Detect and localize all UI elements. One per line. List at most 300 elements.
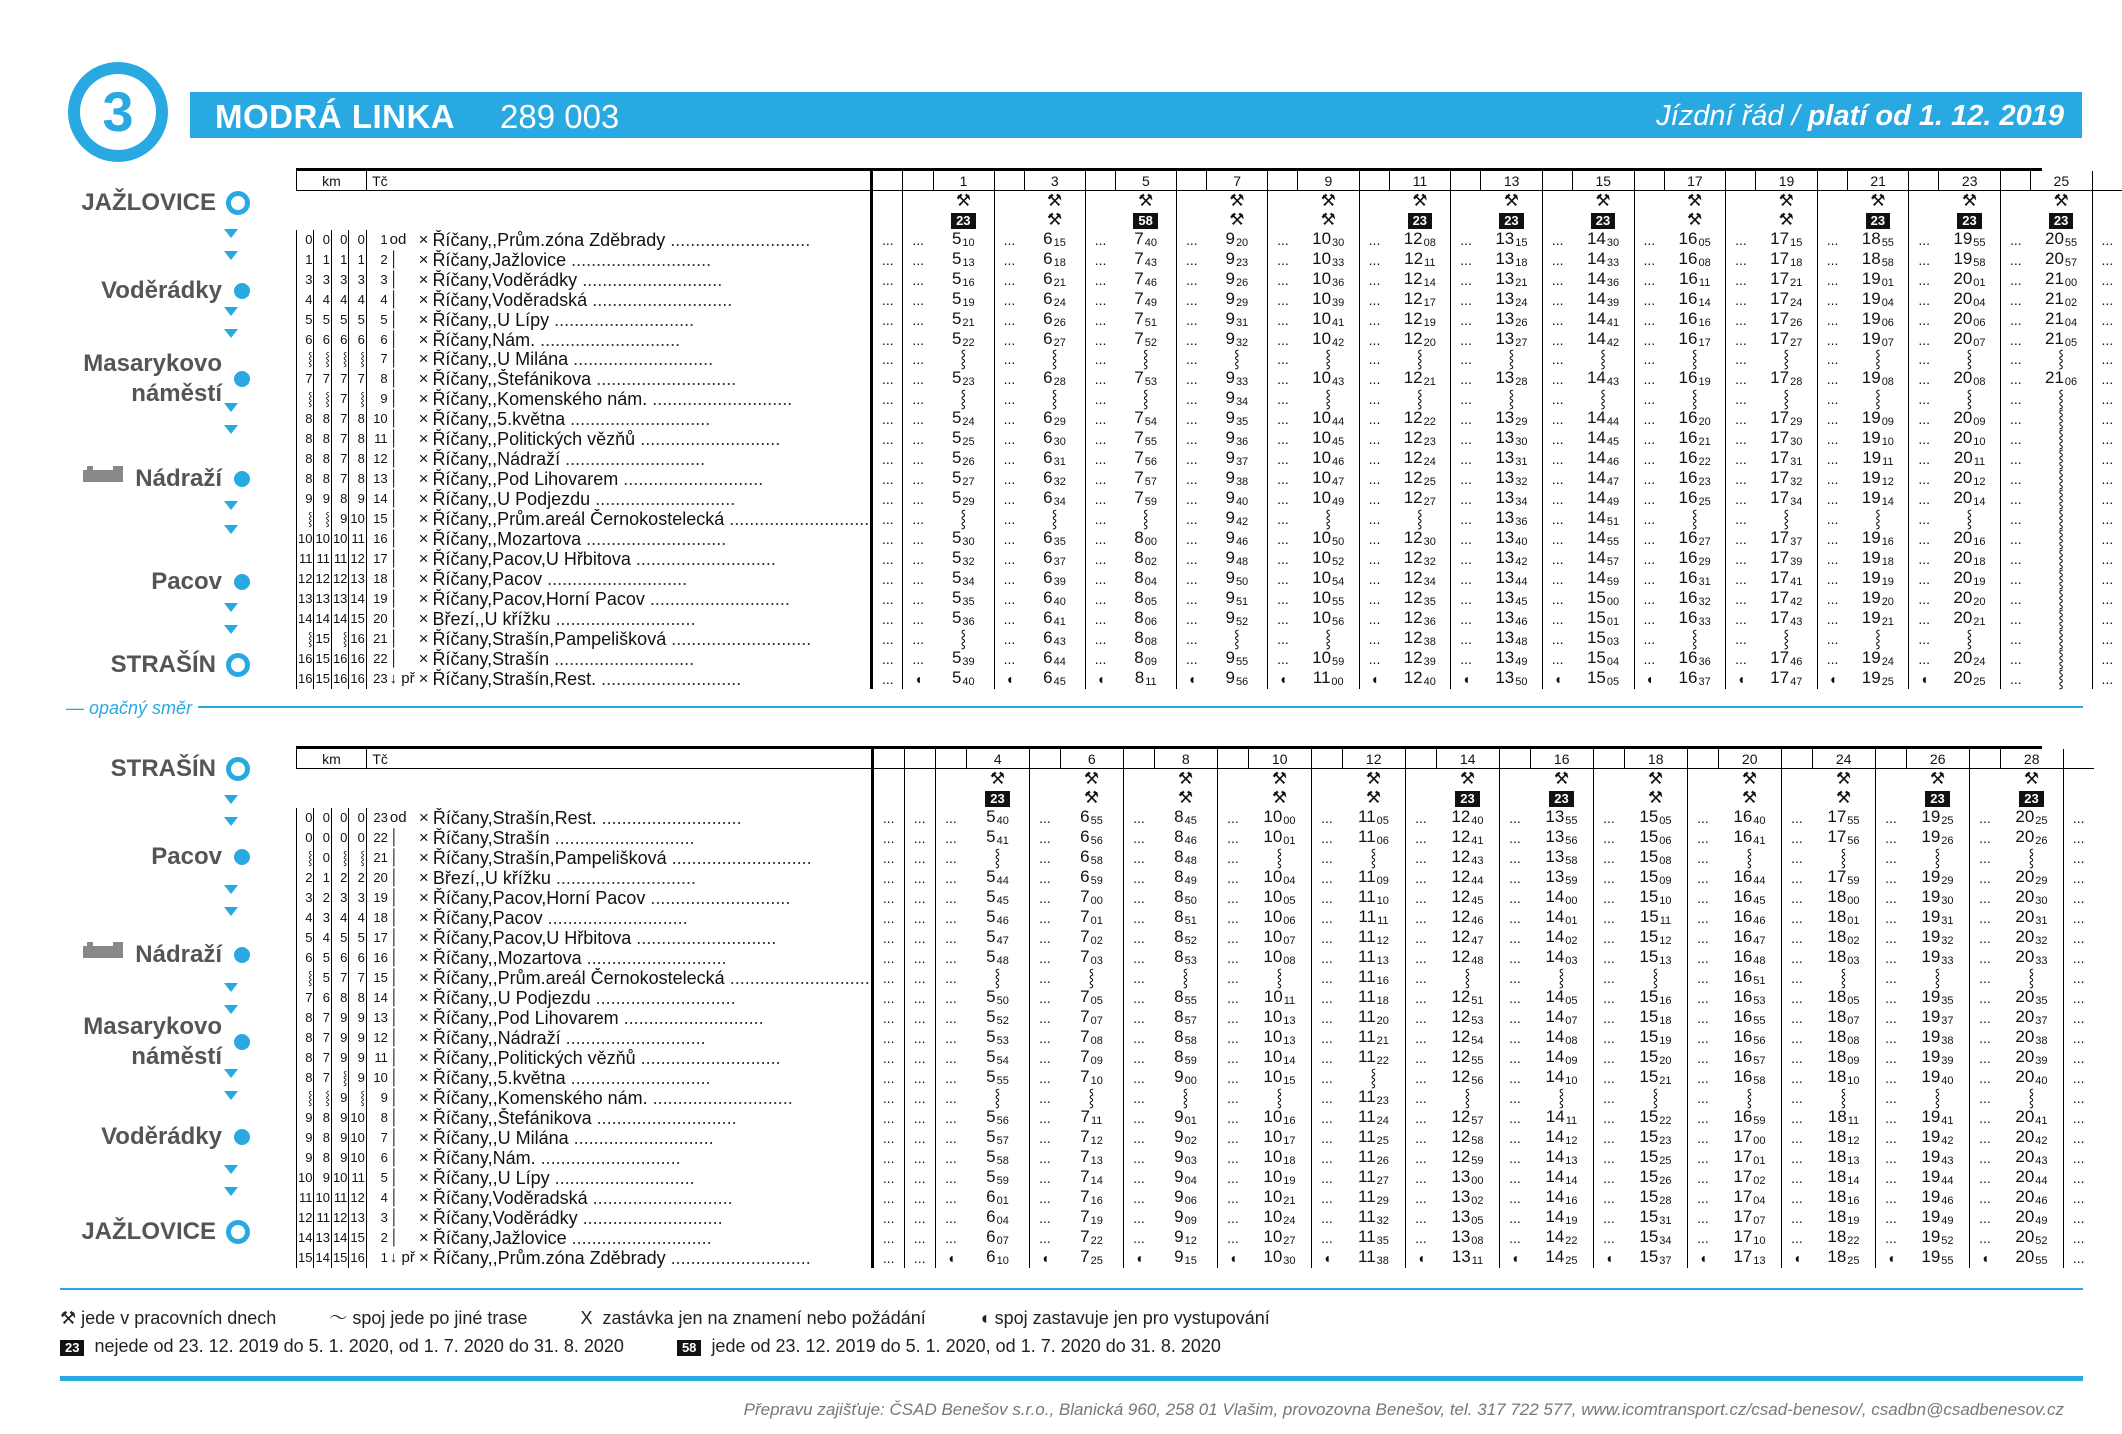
workdays-icon: ⚒ <box>1046 190 1063 210</box>
departure-time: $10_{55}$ <box>1312 587 1345 608</box>
departure-time: $7_{00}$ <box>1080 886 1103 907</box>
departure-time: $20_{14}$ <box>1953 487 1986 508</box>
table-row: 16 15 16 16 22 │ × Říčany,Strašín ............................ ... ... $5_{39}$ ... $6_{44}$ ... $8_{09}$ ... $9_{55}$ ... $10_{59}$ ... $12_{39}$ ... $13_{49}$ ... $15_{04}$ ... $16_{36}$ ... $17_{46}$ ... $19_{24}$ ... $20_{24}$ ... ⸾ ... <box>297 649 2122 669</box>
departure-time: $12_{20}$ <box>1403 328 1436 349</box>
departure-time: $16_{41}$ <box>1733 826 1766 847</box>
departure-time: $14_{47}$ <box>1586 467 1620 488</box>
wave-icon: 〜 <box>329 1308 348 1328</box>
departure-time: ⸾ <box>2058 408 2065 428</box>
departure-time: $19_{20}$ <box>1861 587 1894 608</box>
station-name: Říčany,,Prům.zóna Zděbrady ............................ <box>432 229 811 250</box>
departure-time: $8_{09}$ <box>1134 647 1158 668</box>
departure-time: $15_{06}$ <box>1639 826 1672 847</box>
departure-time: $9_{15}$ <box>1174 1246 1197 1267</box>
departure-time: $5_{56}$ <box>986 1106 1009 1127</box>
departure-time: $15_{12}$ <box>1639 926 1672 947</box>
departure-time: $6_{21}$ <box>1043 268 1066 289</box>
departure-time: ⸾ <box>1783 508 1790 528</box>
departure-time: ⸾ <box>1652 967 1659 987</box>
workdays-icon: ⚒ <box>955 190 971 210</box>
departure-time: $19_{08}$ <box>1861 367 1894 388</box>
departure-time: $14_{19}$ <box>1545 1206 1578 1227</box>
departure-time: $6_{59}$ <box>1080 866 1103 887</box>
direction-arrow-icon <box>224 501 238 510</box>
departure-time: $10_{16}$ <box>1263 1106 1296 1127</box>
departure-time: $6_{31}$ <box>1043 447 1066 468</box>
workdays-icon: ⚒ <box>1595 190 1611 210</box>
timetable-label: Jízdní řád <box>1656 100 1784 132</box>
departure-time: ⸾ <box>2058 608 2065 628</box>
departure-time: $20_{18}$ <box>1953 547 1986 568</box>
tc-header: Tč <box>366 749 389 769</box>
departure-time: $10_{21}$ <box>1263 1186 1296 1207</box>
stop-3 <box>40 462 250 496</box>
table-row: 8 8 7 8 11 │ × Říčany,,Politických vězňů ............................ ... ... $5_{25}$ ... $6_{30}$ ... $7_{55}$ ... $9_{36}$ ... $10_{45}$ ... $12_{23}$ ... $13_{30}$ ... $14_{45}$ ... $16_{21}$ ... $17_{30}$ ... $19_{10}$ ... $20_{10}$ ... ⸾ ... <box>297 429 2122 449</box>
departure-time: $7_{54}$ <box>1134 407 1158 428</box>
departure-time: ⸾ <box>2058 468 2065 488</box>
departure-time: $7_{16}$ <box>1080 1186 1103 1207</box>
departure-time: ⸾ <box>1325 349 1332 369</box>
departure-time: $10_{43}$ <box>1312 367 1345 388</box>
departure-time: ⸾ <box>1558 1087 1565 1107</box>
departure-time: $12_{36}$ <box>1403 607 1436 628</box>
legend-row-1 <box>60 1304 1318 1330</box>
departure-time: $8_{46}$ <box>1174 826 1197 847</box>
departure-time: $20_{52}$ <box>2015 1226 2048 1247</box>
station-name: Říčany,,Prům.areál Černokostelecká ............................ <box>432 967 870 988</box>
station-name: Březí,,U křížku ............................ <box>432 867 696 888</box>
trip-number: 15 <box>1573 171 1635 191</box>
departure-time: $12_{48}$ <box>1451 946 1484 967</box>
station-name: Říčany,,U Podjezdu ............................ <box>432 488 736 509</box>
badge-23: 23 <box>60 1340 84 1356</box>
direction-arrow-icon <box>224 1187 238 1196</box>
departure-time: ⸾ <box>2058 648 2065 668</box>
departure-time: ⸾ <box>1370 1067 1377 1087</box>
departure-time: $17_{34}$ <box>1770 487 1803 508</box>
legend-row-2 <box>60 1336 1269 1357</box>
workdays-icon: ⚒ <box>1320 190 1336 210</box>
station-name: Říčany,Nám. ............................ <box>432 329 681 350</box>
departure-time: $9_{50}$ <box>1225 567 1249 588</box>
departure-time: $7_{56}$ <box>1134 447 1158 468</box>
departure-time: $16_{46}$ <box>1733 906 1766 927</box>
stop-dot-icon <box>234 947 250 963</box>
workdays-icon: ⚒ <box>1083 768 1100 788</box>
station-name: Říčany,Pacov ............................ <box>432 907 688 928</box>
departure-time: $7_{25}$ <box>1080 1246 1103 1267</box>
departure-time: $12_{17}$ <box>1403 288 1436 309</box>
departure-time: $8_{55}$ <box>1174 986 1197 1007</box>
departure-time: ⸾ <box>1746 1087 1753 1107</box>
departure-time: $8_{08}$ <box>1134 627 1158 648</box>
workdays-icon: ⚒ <box>1687 190 1703 210</box>
departure-time: $6_{28}$ <box>1043 367 1066 388</box>
departure-time: $12_{35}$ <box>1403 587 1436 608</box>
departure-time: $12_{51}$ <box>1451 986 1484 1007</box>
departure-time: $16_{37}$ <box>1678 667 1711 688</box>
departure-time: $16_{36}$ <box>1678 647 1711 668</box>
departure-time: $20_{43}$ <box>2015 1146 2048 1167</box>
departure-time: $8_{04}$ <box>1134 567 1158 588</box>
departure-time: $9_{55}$ <box>1225 647 1249 668</box>
departure-time: $9_{00}$ <box>1174 1066 1197 1087</box>
departure-time: $16_{20}$ <box>1678 407 1711 428</box>
direction-arrow-icon <box>224 1165 238 1174</box>
departure-time: $15_{26}$ <box>1639 1166 1672 1187</box>
departure-time: $16_{32}$ <box>1678 587 1711 608</box>
departure-time: $8_{59}$ <box>1174 1046 1197 1067</box>
table-row: 0 0 0 0 22 │ × Říčany,Strašín ............................ ... ... ... $5_{41}$ ... $6_{56}$ ... $8_{46}$ ... $10_{01}$ ... $11_{06}$ ... $12_{41}$ ... $13_{56}$ ... $15_{06}$ ... $16_{41}$ ... $17_{56}$ ... $19_{26}$ ... $20_{26}$ ... <box>297 828 2094 848</box>
departure-time: $11_{09}$ <box>1358 866 1389 887</box>
workdays-icon: ⚒ <box>1870 190 1886 210</box>
departure-time: $12_{24}$ <box>1403 447 1436 468</box>
departure-time: $5_{23}$ <box>951 367 975 388</box>
departure-time: $5_{50}$ <box>986 986 1009 1007</box>
departure-time: $6_{07}$ <box>986 1226 1009 1247</box>
departure-time: $16_{48}$ <box>1733 946 1766 967</box>
trip-number: 10 <box>1248 749 1311 769</box>
departure-time: $5_{19}$ <box>951 288 975 309</box>
departure-time: $11_{12}$ <box>1358 926 1389 947</box>
departure-time: $11_{10}$ <box>1358 886 1389 907</box>
departure-time: $15_{09}$ <box>1639 866 1672 887</box>
departure-time: ⸾ <box>1508 349 1515 369</box>
table-row: ⸾ 15 ⸾ 16 21 │ × Říčany,Strašín,Pampelišková ............................ ... ... ⸾ ... $6_{43}$ ... $8_{08}$ ... ⸾ ... ⸾ ... $12_{38}$ ... $13_{48}$ ... $15_{03}$ ... ⸾ ... ⸾ ... ⸾ ... ⸾ ... ⸾ ... <box>297 629 2122 649</box>
departure-time: $10_{07}$ <box>1263 926 1296 947</box>
departure-time: $16_{21}$ <box>1678 427 1711 448</box>
departure-time: $19_{21}$ <box>1861 607 1894 628</box>
departure-time: ⸾ <box>994 847 1001 867</box>
departure-time: $17_{04}$ <box>1733 1186 1766 1207</box>
trip-number: 13 <box>1481 171 1543 191</box>
departure-time: $7_{55}$ <box>1134 427 1158 448</box>
departure-time: $6_{45}$ <box>1043 667 1066 688</box>
departure-time: $14_{42}$ <box>1586 328 1620 349</box>
stop-0 <box>40 752 250 786</box>
stop-name: Pacov <box>151 568 222 595</box>
departure-time: ⸾ <box>2058 628 2065 648</box>
station-name: Říčany,Voděradská ............................ <box>432 289 733 310</box>
departure-time: $19_{29}$ <box>1921 866 1954 887</box>
stop-name: JAŽLOVICE <box>81 189 216 216</box>
station-name: Říčany,,U Lípy ............................ <box>432 1167 695 1188</box>
departure-time: $14_{08}$ <box>1545 1026 1578 1047</box>
departure-time: $18_{16}$ <box>1827 1186 1860 1207</box>
departure-time: $9_{09}$ <box>1174 1206 1197 1227</box>
legend-badge-23: 23 nejede od 23. 12. 2019 do 5. 1. 2020, od 1. 7. 2020 do 31. 8. 2020 <box>60 1336 624 1356</box>
departure-time: ⸾ <box>1051 508 1058 528</box>
departure-time: $16_{44}$ <box>1733 866 1766 887</box>
departure-time: ⸾ <box>1416 349 1423 369</box>
departure-time: $16_{57}$ <box>1733 1046 1766 1067</box>
departure-time: ⸾ <box>1652 1087 1659 1107</box>
departure-time: $9_{31}$ <box>1225 308 1249 329</box>
departure-time: $9_{48}$ <box>1225 547 1249 568</box>
departure-time: $21_{02}$ <box>2044 288 2078 309</box>
departure-time: $19_{06}$ <box>1861 308 1894 329</box>
trip-number: 9 <box>1298 171 1360 191</box>
departure-time: $17_{15}$ <box>1770 228 1803 249</box>
departure-time: $5_{25}$ <box>951 427 975 448</box>
departure-time: $14_{25}$ <box>1545 1246 1578 1267</box>
tc-header: Tč <box>366 171 388 191</box>
departure-time: $13_{48}$ <box>1495 627 1528 648</box>
departure-time: $6_{37}$ <box>1043 547 1066 568</box>
departure-time: $13_{42}$ <box>1495 547 1528 568</box>
badge-58: 58 <box>677 1340 701 1356</box>
timetable-backward: km Tč 4 6 8 10 12 14 16 18 20 24 26 28 ⚒ ⚒ ⚒ ⚒ ⚒ ⚒ ⚒ ⚒ ⚒ ⚒ ⚒ ⚒ 23 ⚒ ⚒ ⚒ ⚒ 23 23 ⚒ ⚒ ⚒ 23 23 0 0 0 0 23 od × Říčany,Strašín,Rest. ............................ ... ... ... $5_{40}$ ... $6_{55}$ ... $8_{45}$ ... $10_{00}$ ... $11_{05}$ ... $12_{40}$ ... $13_{55}$ ... $15_{05}$ ... $16_{40}$ ... $17_{55}$ ... $19_{25}$ ... $20_{25}$ ... 0 0 0 0 22 │ × Říčany,Strašín ............................ ... ... ... $5_{41}$ ... $6_{56}$ ... $8_{46}$ ... $10_{01}$ ... $11_{06}$ ... $12_{41}$ ... $13_{56}$ ... $15_{06}$ ... $16_{41}$ ... $17_{56}$ ... $19_{26}$ ... $20_{26}$ ... ⸾ 0 ⸾ ⸾ 21 │ × Říčany,Strašín,Pampelišková ............................ ... ... ... ⸾ ... $6_{58}$ ... $8_{48}$ ... ⸾ ... ⸾ ... $12_{43}$ ... $13_{58}$ ... $15_{08}$ ... ⸾ ... ⸾ ... ⸾ ... ⸾ ... 2 1 2 2 20 │ × Březí,,U křížku ............................ ... ... ... $5_{44}$ ... $6_{59}$ ... $8_{49}$ ... $10_{04}$ ... $11_{09}$ ... $12_{44}$ ... $13_{59}$ ... $15_{09}$ ... $16_{44}$ ... $17_{59}$ ... $19_{29}$ ... $20_{29}$ ... 3 2 3 3 19 │ × Říčany,Pacov,Horní Pacov ............................ ... ... ... $5_{45}$ ... $7_{00}$ ... $8_{50}$ ... $10_{05}$ ... $11_{10}$ ... $12_{45}$ ... $14_{00}$ ... $15_{10}$ ... $16_{45}$ ... $18_{00}$ ... $19_{30}$ ... $20_{30}$ ... 4 3 4 4 18 │ × Říčany,Pacov ............................ ... ... ... $5_{46}$ ... $7_{01}$ ... $8_{51}$ ... $10_{06}$ ... $11_{11}$ ... $12_{46}$ ... $14_{01}$ ... $15_{11}$ ... $16_{46}$ ... $18_{01}$ ... $19_{31}$ ... $20_{31}$ ... 5 4 5 5 17 │ × Říčany,Pacov,U Hřbitova ............................ ... ... ... $5_{47}$ ... $7_{02}$ ... $8_{52}$ ... $10_{07}$ ... $11_{12}$ ... $12_{47}$ ... $14_{02}$ ... $15_{12}$ ... $16_{47}$ ... $18_{02}$ ... $19_{32}$ ... $20_{32}$ ... 6 5 6 6 16 │ × Říčany,,Mozartova ............................ ... ... ... $5_{48}$ ... $7_{03}$ ... $8_{53}$ ... $10_{08}$ ... $11_{13}$ ... $12_{48}$ ... $14_{03}$ ... $15_{13}$ ... $16_{48}$ ... $18_{03}$ ... $19_{33}$ ... $20_{33}$ ... ⸾ 5 7 7 15 │ × Říčany,,Prům.areál Černokostelecká ............................ ... ... ... ⸾ ... ⸾ ... ⸾ ... ⸾ ... $11_{16}$ ... ⸾ ... ⸾ ... ⸾ ... $16_{51}$ ... ⸾ ... ⸾ ... ⸾ ... 7 6 8 8 14 │ × Říčany,,U Podjezdu ............................ ... ... ... $5_{50}$ ... $7_{05}$ ... $8_{55}$ ... $10_{11}$ ... $11_{18}$ ... $12_{51}$ ... $14_{05}$ ... $15_{16}$ ... $16_{53}$ ... $18_{05}$ ... $19_{35}$ ... $20_{35}$ ... 8 7 9 9 13 │ × Říčany,,Pod Lihovarem ............................ ... ... ... $5_{52}$ ... $7_{07}$ ... $8_{57}$ ... $10_{13}$ ... $11_{20}$ ... $12_{53}$ ... $14_{07}$ ... $15_{18}$ ... $16_{55}$ ... $18_{07}$ ... $19_{37}$ ... $20_{37}$ ... 8 7 9 9 12 │ × Říčany,,Nádraží ............................ ... ... ... $5_{53}$ ... $7_{08}$ ... $8_{58}$ ... $10_{13}$ ... $11_{21}$ ... $12_{54}$ ... $14_{08}$ ... $15_{19}$ ... $16_{56}$ ... $18_{08}$ ... $19_{38}$ ... $20_{38}$ ... 8 7 9 9 11 │ × Říčany,,Politických vězňů ............................ ... ... ... $5_{54}$ ... $7_{09}$ ... $8_{59}$ ... $10_{14}$ ... $11_{22}$ ... $12_{55}$ ... $14_{09}$ ... $15_{20}$ ... $16_{57}$ ... $18_{09}$ ... $19_{39}$ ... $20_{39}$ ... 8 7 ⸾ 9 10 │ × Říčany,,5.května ............................ ... ... ... $5_{55}$ ... $7_{10}$ ... $9_{00}$ ... $10_{15}$ ... ⸾ ... $12_{56}$ ... $14_{10}$ ... $15_{21}$ ... $16_{58}$ ... $18_{10}$ ... $19_{40}$ ... $20_{40}$ ... ⸾ ⸾ 9 ⸾ 9 │ × Říčany,,Komenského nám. ............................ ... ... ... ⸾ ... ⸾ ... ⸾ ... ⸾ ... $11_{23}$ ... ⸾ ... ⸾ ... ⸾ ... ⸾ ... ⸾ ... ⸾ ... ⸾ ... 9 8 9 10 8 │ × Říčany,,Štefánikova ............................ ... ... ... $5_{56}$ ... $7_{11}$ ... $9_{01}$ ... $10_{16}$ ... $11_{24}$ ... $12_{57}$ ... $14_{11}$ ... $15_{22}$ ... $16_{59}$ ... $18_{11}$ ... $19_{41}$ ... $20_{41}$ ... 9 8 9 10 7 │ × Říčany,,U Milána ............................ ... ... ... $5_{57}$ ... $7_{12}$ ... $9_{02}$ ... $10_{17}$ ... $11_{25}$ ... $12_{58}$ ... $14_{12}$ ... $15_{23}$ ... $17_{00}$ ... $18_{12}$ ... $19_{42}$ ... $20_{42}$ ... 9 8 9 10 6 │ × Říčany,Nám. ............................ ... ... ... $5_{58}$ ... $7_{13}$ ... $9_{03}$ ... $10_{18}$ ... $11_{26}$ ... $12_{59}$ ... $14_{13}$ ... $15_{25}$ ... $17_{01}$ ... $18_{13}$ ... $19_{43}$ ... $20_{43}$ ... 10 9 10 11 5 │ × Říčany,,U Lípy ............................ ... ... ... $5_{59}$ ... $7_{14}$ ... $9_{04}$ ... $10_{19}$ ... $11_{27}$ ... $13_{00}$ ... $14_{14}$ ... $15_{26}$ ... $17_{02}$ ... $18_{14}$ ... $19_{44}$ ... $20_{44}$ ... 11 10 11 12 4 │ × Říčany,Voděradská ............................ ... ... ... $6_{01}$ ... $7_{16}$ ... $9_{06}$ ... $10_{21}$ ... $11_{29}$ ... $13_{02}$ ... $14_{16}$ ... $15_{28}$ ... $17_{04}$ ... $18_{16}$ ... $19_{46}$ ... $20_{46}$ ... 12 11 12 13 3 │ × Říčany,Voděrádky ............................ ... ... ... $6_{04}$ ... $7_{19}$ ... $9_{09}$ ... $10_{24}$ ... $11_{32}$ ... $13_{05}$ ... $14_{19}$ ... $15_{31}$ ... $17_{07}$ ... $18_{19}$ ... $19_{49}$ ... $20_{49}$ ... 14 13 14 15 2 │ × Říčany,Jažlovice ............................ ... ... ... $6_{07}$ ... $7_{22}$ ... $9_{12}$ ... $10_{27}$ ... $11_{35}$ ... $13_{08}$ ... $14_{22}$ ... $15_{34}$ ... $17_{10}$ ... $18_{22}$ ... $19_{52}$ ... $20_{52}$ ... 15 14 15 16 1 ↓ př × Říčany,,Prům.zóna Zděbrady ............................ ... ... ◖ $6_{10}$ ◖ $7_{25}$ ◖ $9_{15}$ ◖ $10_{30}$ ◖ $11_{38}$ ◖ $13_{11}$ ◖ $14_{25}$ ◖ $15_{37}$ ◖ $17_{13}$ ◖ $18_{25}$ ◖ $19_{55}$ ◖ $20_{55}$ ... <box>296 749 2094 1268</box>
departure-time: $12_{43}$ <box>1451 846 1484 867</box>
departure-time: $13_{05}$ <box>1451 1206 1484 1227</box>
departure-time: $20_{01}$ <box>1953 268 1986 289</box>
table-row: 6 6 6 6 6 │ × Říčany,Nám. ............................ ... ... $5_{22}$ ... $6_{27}$ ... $7_{52}$ ... $9_{32}$ ... $10_{42}$ ... $12_{20}$ ... $13_{27}$ ... $14_{42}$ ... $16_{17}$ ... $17_{27}$ ... $19_{07}$ ... $20_{07}$ ... $21_{05}$ ... <box>297 330 2122 350</box>
departure-time: $10_{00}$ <box>1263 806 1296 827</box>
departure-time: $17_{31}$ <box>1770 447 1803 468</box>
departure-time: $17_{29}$ <box>1770 407 1803 428</box>
departure-time: $17_{24}$ <box>1770 288 1803 309</box>
departure-time: $12_{56}$ <box>1451 1066 1484 1087</box>
departure-time: $7_{57}$ <box>1134 467 1158 488</box>
departure-time: $10_{56}$ <box>1312 607 1345 628</box>
stop-name: Voděrádky <box>101 1123 222 1150</box>
departure-time: $19_{41}$ <box>1921 1106 1954 1127</box>
departure-time: ⸾ <box>1691 508 1698 528</box>
departure-time: $5_{47}$ <box>986 926 1009 947</box>
departure-time: $10_{15}$ <box>1263 1066 1296 1087</box>
departure-time: $19_{09}$ <box>1861 407 1894 428</box>
departure-time: $17_{46}$ <box>1770 647 1803 668</box>
departure-time: $17_{26}$ <box>1770 308 1803 329</box>
workdays-icon: ⚒ <box>1271 768 1288 788</box>
departure-time: ⸾ <box>1325 388 1332 408</box>
departure-time: $10_{36}$ <box>1312 268 1345 289</box>
departure-time: $20_{21}$ <box>1953 607 1986 628</box>
direction-arrow-icon <box>224 229 238 238</box>
opposite-text: opačný směr <box>89 698 193 718</box>
departure-time: $9_{36}$ <box>1225 427 1249 448</box>
station-name: Říčany,,Komenského nám. ............................ <box>432 1087 793 1108</box>
direction-arrow-icon <box>224 1069 238 1078</box>
stop-dot-icon <box>234 371 250 387</box>
departure-time: $7_{52}$ <box>1134 328 1158 349</box>
departure-time: $13_{18}$ <box>1495 248 1528 269</box>
station-name: Říčany,,Štefánikova ............................ <box>432 1107 737 1128</box>
departure-time: $12_{11}$ <box>1404 248 1436 269</box>
departure-time: $9_{06}$ <box>1174 1186 1197 1207</box>
departure-time: $20_{11}$ <box>1953 447 1986 468</box>
table-row: 8 8 7 8 10 │ × Říčany,,5.května ............................ ... ... $5_{24}$ ... $6_{29}$ ... $7_{54}$ ... $9_{35}$ ... $10_{44}$ ... $12_{22}$ ... $13_{29}$ ... $14_{44}$ ... $16_{20}$ ... $17_{29}$ ... $19_{09}$ ... $20_{09}$ ... ⸾ ... <box>297 409 2122 429</box>
workdays-icon: ⚒ <box>1553 768 1570 788</box>
departure-time: $20_{16}$ <box>1953 527 1986 548</box>
departure-time: $18_{07}$ <box>1827 1006 1860 1027</box>
direction-arrow-icon <box>224 907 238 916</box>
departure-time: $8_{52}$ <box>1174 926 1197 947</box>
departure-time: $18_{13}$ <box>1827 1146 1860 1167</box>
terminal-stop-icon <box>226 1220 250 1244</box>
legend-badge-58: 58 jede od 23. 12. 2019 do 5. 1. 2020, od 1. 7. 2020 do 31. 8. 2020 <box>677 1336 1221 1356</box>
direction-arrow-icon <box>224 329 238 338</box>
departure-time: $14_{12}$ <box>1545 1126 1578 1147</box>
station-name: Říčany,,Nádraží ............................ <box>432 1027 706 1048</box>
departure-time: $20_{38}$ <box>2015 1026 2048 1047</box>
departure-time: $12_{14}$ <box>1403 268 1436 289</box>
departure-time: $5_{22}$ <box>951 328 975 349</box>
departure-time: $19_{10}$ <box>1861 427 1894 448</box>
departure-time: $7_{12}$ <box>1080 1126 1103 1147</box>
departure-time: $9_{34}$ <box>1225 387 1249 408</box>
line-title: MODRÁ LINKA <box>215 98 456 135</box>
badge-23: 23 <box>1408 213 1432 229</box>
trip-number: 28 <box>2000 749 2063 769</box>
station-name: Říčany,,Mozartova ............................ <box>432 947 727 968</box>
departure-time: ⸾ <box>1233 628 1240 648</box>
legend-drop-off: ◖ spoj zastavuje jen pro vystupování <box>978 1308 1270 1328</box>
departure-time: $17_{41}$ <box>1770 567 1803 588</box>
departure-time: $12_{44}$ <box>1451 866 1484 887</box>
departure-time: ⸾ <box>1934 967 1941 987</box>
departure-time: $6_{41}$ <box>1043 607 1066 628</box>
badge-23: 23 <box>1549 791 1573 807</box>
stop-dot-icon <box>234 849 250 865</box>
departure-time: $20_{46}$ <box>2015 1186 2048 1207</box>
departure-time: $14_{51}$ <box>1586 507 1620 528</box>
departure-time: ⸾ <box>1874 508 1881 528</box>
departure-time: $19_{04}$ <box>1861 288 1894 309</box>
departure-time: $19_{24}$ <box>1861 647 1894 668</box>
departure-time: $12_{27}$ <box>1403 487 1436 508</box>
departure-time: $17_{32}$ <box>1770 467 1803 488</box>
departure-time: $12_{59}$ <box>1451 1146 1484 1167</box>
departure-time: $12_{45}$ <box>1451 886 1484 907</box>
workdays-icon: ⚒ <box>2023 768 2040 788</box>
station-name: Říčany,Nám. ............................ <box>432 1147 681 1168</box>
departure-time: $18_{00}$ <box>1827 886 1860 907</box>
stop-name: Nádraží <box>83 940 222 970</box>
station-name: Říčany,,Pod Lihovarem ............................ <box>432 468 764 489</box>
departure-time: ⸾ <box>1934 847 1941 867</box>
departure-time: $19_{31}$ <box>1921 906 1954 927</box>
departure-time: $6_{04}$ <box>986 1206 1009 1227</box>
departure-time: $18_{55}$ <box>1861 228 1894 249</box>
departure-time: $18_{01}$ <box>1827 906 1860 927</box>
table-row: 8 8 7 8 13 │ × Říčany,,Pod Lihovarem ............................ ... ... $5_{27}$ ... $6_{32}$ ... $7_{57}$ ... $9_{38}$ ... $10_{47}$ ... $12_{25}$ ... $13_{32}$ ... $14_{47}$ ... $16_{23}$ ... $17_{32}$ ... $19_{12}$ ... $20_{12}$ ... ⸾ ... <box>297 469 2122 489</box>
footer-separator <box>60 1376 2083 1381</box>
table-row: 4 4 4 4 4 │ × Říčany,Voděradská ............................ ... ... $5_{19}$ ... $6_{24}$ ... $7_{49}$ ... $9_{29}$ ... $10_{39}$ ... $12_{17}$ ... $13_{24}$ ... $14_{39}$ ... $16_{14}$ ... $17_{24}$ ... $19_{04}$ ... $20_{04}$ ... $21_{02}$ ... <box>297 290 2122 310</box>
departure-time: $13_{31}$ <box>1495 447 1528 468</box>
departure-time: $15_{10}$ <box>1639 886 1672 907</box>
departure-time: ⸾ <box>1874 628 1881 648</box>
table-row: 0 0 0 0 1 od × Říčany,,Prům.zóna Zděbrady ............................ ... ... $5_{10}$ ... $6_{15}$ ... $7_{40}$ ... $9_{20}$ ... $10_{30}$ ... $12_{08}$ ... $13_{15}$ ... $14_{30}$ ... $16_{05}$ ... $17_{15}$ ... $18_{55}$ ... $19_{55}$ ... $20_{55}$ ... <box>297 230 2122 250</box>
departure-time: ⸾ <box>1370 847 1377 867</box>
departure-time: $16_{47}$ <box>1733 926 1766 947</box>
table-row: ⸾ ⸾ ⸾ ⸾ 7 │ × Říčany,,U Milána ............................ ... ... ⸾ ... ⸾ ... ⸾ ... ⸾ ... ⸾ ... ⸾ ... ⸾ ... ⸾ ... ⸾ ... ⸾ ... ⸾ ... ⸾ ... ⸾ ... <box>297 350 2122 369</box>
departure-time: $5_{58}$ <box>986 1146 1009 1167</box>
departure-time: $11_{05}$ <box>1358 806 1389 827</box>
workdays-icon: ⚒ <box>989 768 1006 788</box>
departure-time: $7_{07}$ <box>1080 1006 1103 1027</box>
workdays-icon: ⚒ <box>1503 190 1520 210</box>
trip-number: 5 <box>1115 171 1176 191</box>
departure-time: $5_{54}$ <box>986 1046 1009 1067</box>
departure-time: ⸾ <box>960 388 967 408</box>
departure-time: $5_{34}$ <box>951 567 975 588</box>
departure-time: $20_{35}$ <box>2015 986 2048 1007</box>
departure-time: $11_{27}$ <box>1358 1166 1389 1187</box>
badge-58: 58 <box>1133 213 1157 229</box>
departure-time: $14_{11}$ <box>1545 1106 1578 1127</box>
departure-time: $13_{30}$ <box>1495 427 1528 448</box>
badge-23: 23 <box>1499 213 1523 229</box>
terminal-stop-icon <box>226 757 250 781</box>
departure-time: $16_{22}$ <box>1678 447 1711 468</box>
stop-name: Masarykovo náměstí <box>83 1013 222 1070</box>
departure-time: ⸾ <box>2058 568 2065 588</box>
station-name: Říčany,,Pod Lihovarem ............................ <box>432 1007 764 1028</box>
departure-time: $12_{47}$ <box>1451 926 1484 947</box>
departure-time: ⸾ <box>1182 967 1189 987</box>
departure-time: $14_{49}$ <box>1586 487 1620 508</box>
trip-number: 1 <box>933 171 994 191</box>
departure-time: $5_{29}$ <box>951 487 975 508</box>
departure-time: ⸾ <box>1691 628 1698 648</box>
departure-time: $9_{56}$ <box>1225 667 1249 688</box>
departure-time: $8_{00}$ <box>1134 527 1158 548</box>
departure-time: $19_{42}$ <box>1921 1126 1954 1147</box>
departure-time: $12_{53}$ <box>1451 1006 1484 1027</box>
badge-23: 23 <box>951 213 975 229</box>
departure-time: $14_{43}$ <box>1586 367 1620 388</box>
table-row: 11 11 11 12 17 │ × Říčany,Pacov,U Hřbitova ............................ ... ... $5_{32}$ ... $6_{37}$ ... $8_{02}$ ... $9_{48}$ ... $10_{52}$ ... $12_{32}$ ... $13_{42}$ ... $14_{57}$ ... $16_{29}$ ... $17_{39}$ ... $19_{18}$ ... $20_{18}$ ... ⸾ ... <box>297 549 2122 569</box>
departure-time: $6_{27}$ <box>1043 328 1066 349</box>
departure-time: $6_{55}$ <box>1080 806 1103 827</box>
departure-time: $20_{06}$ <box>1953 308 1986 329</box>
table-row: 5 5 5 5 5 │ × Říčany,,U Lípy ............................ ... ... $5_{21}$ ... $6_{26}$ ... $7_{51}$ ... $9_{31}$ ... $10_{41}$ ... $12_{19}$ ... $13_{26}$ ... $14_{41}$ ... $16_{16}$ ... $17_{26}$ ... $19_{06}$ ... $20_{06}$ ... $21_{04}$ ... <box>297 310 2122 330</box>
stop-dot-icon <box>234 574 250 590</box>
departure-time: $5_{41}$ <box>986 826 1009 847</box>
workdays-icon: ⚒ <box>1459 768 1476 788</box>
departure-time: $10_{13}$ <box>1263 1026 1296 1047</box>
workdays-icon: ⚒ <box>1229 190 1245 210</box>
station-name: Říčany,,Štefánikova ............................ <box>432 368 737 389</box>
departure-time: ⸾ <box>1840 967 1847 987</box>
departure-time: ⸾ <box>1325 628 1332 648</box>
departure-time: ⸾ <box>1051 349 1058 369</box>
departure-time: $16_{53}$ <box>1733 986 1766 1007</box>
direction-arrow-icon <box>224 1091 238 1100</box>
departure-time: $5_{55}$ <box>986 1066 1009 1087</box>
departure-time: $20_{26}$ <box>2015 826 2048 847</box>
departure-time: $5_{52}$ <box>986 1006 1009 1027</box>
stop-name: STRAŠÍN <box>110 755 216 782</box>
station-name: Říčany,Pacov,Horní Pacov ............................ <box>432 588 790 609</box>
workdays-icon: ⚒ <box>2053 190 2069 210</box>
departure-time: $9_{35}$ <box>1225 407 1249 428</box>
departure-time: $10_{50}$ <box>1312 527 1345 548</box>
departure-time: $7_{22}$ <box>1080 1226 1103 1247</box>
departure-time: $18_{19}$ <box>1827 1206 1860 1227</box>
departure-time: ⸾ <box>960 349 967 369</box>
departure-time: ⸾ <box>2028 967 2035 987</box>
departure-time: ⸾ <box>2058 388 2065 408</box>
departure-time: $10_{17}$ <box>1263 1126 1296 1147</box>
departure-time: $19_{43}$ <box>1921 1146 1954 1167</box>
departure-time: $20_{40}$ <box>2015 1066 2048 1087</box>
departure-time: $10_{18}$ <box>1263 1146 1296 1167</box>
table-row: ⸾ ⸾ 9 10 15 │ × Říčany,,Prům.areál Černokostelecká ............................ ... ... ⸾ ... ⸾ ... ⸾ ... $9_{42}$ ... ⸾ ... ⸾ ... $13_{36}$ ... $14_{51}$ ... ⸾ ... ⸾ ... ⸾ ... ⸾ ... ⸾ ... <box>297 509 2122 529</box>
departure-time: $5_{16}$ <box>951 268 975 289</box>
table-row: ⸾ 0 ⸾ ⸾ 21 │ × Říčany,Strašín,Pampelišková ............................ ... ... ... ⸾ ... $6_{58}$ ... $8_{48}$ ... ⸾ ... ⸾ ... $12_{43}$ ... $13_{58}$ ... $15_{08}$ ... ⸾ ... ⸾ ... ⸾ ... ⸾ ... <box>297 848 2094 868</box>
